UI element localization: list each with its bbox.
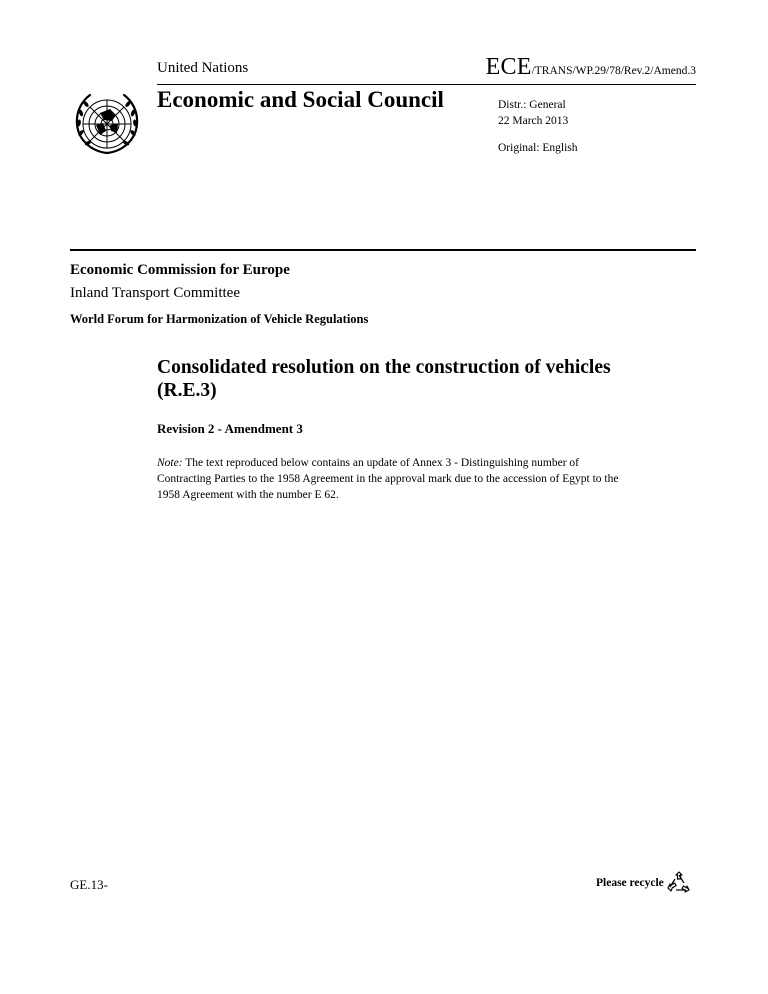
document-date: 22 March 2013	[498, 115, 569, 127]
revision-label: Revision 2 - Amendment 3	[157, 421, 303, 436]
ge-number: GE.13-	[70, 877, 108, 892]
forum-name: World Forum for Harmonization of Vehicle Regulations	[70, 312, 369, 326]
committee-name: Inland Transport Committee	[70, 285, 240, 301]
symbol-prefix: ECE	[485, 54, 532, 80]
commission-name: Economic Commission for Europe	[70, 262, 290, 278]
recycle-icon	[667, 871, 691, 895]
note-paragraph	[157, 455, 627, 503]
recycle-text: Please recycle	[596, 877, 664, 889]
recycle-notice	[596, 871, 691, 895]
organization-name: United Nations	[157, 60, 249, 76]
distribution-status: Distr.: General	[498, 99, 566, 111]
document-symbol	[486, 54, 696, 81]
symbol-suffix: /TRANS/WP.29/78/Rev.2/Amend.3	[531, 65, 696, 77]
note-text: The text reproduced below contains an update of Annex 3 - Distinguishing number of Contracting Parties to the 1958 Agreement in the approval mark due to the accession of Egypt to the 1958 Agreement with the number E 62.	[157, 457, 619, 501]
section-rule	[70, 249, 696, 251]
note-label: Note:	[157, 457, 183, 469]
un-emblem-icon	[70, 87, 144, 161]
header-rule	[157, 84, 696, 85]
original-language: Original: English	[498, 142, 578, 154]
document-title: Consolidated resolution on the construction of vehicles (R.E.3)	[157, 357, 611, 401]
council-title: Economic and Social Council	[157, 87, 444, 112]
